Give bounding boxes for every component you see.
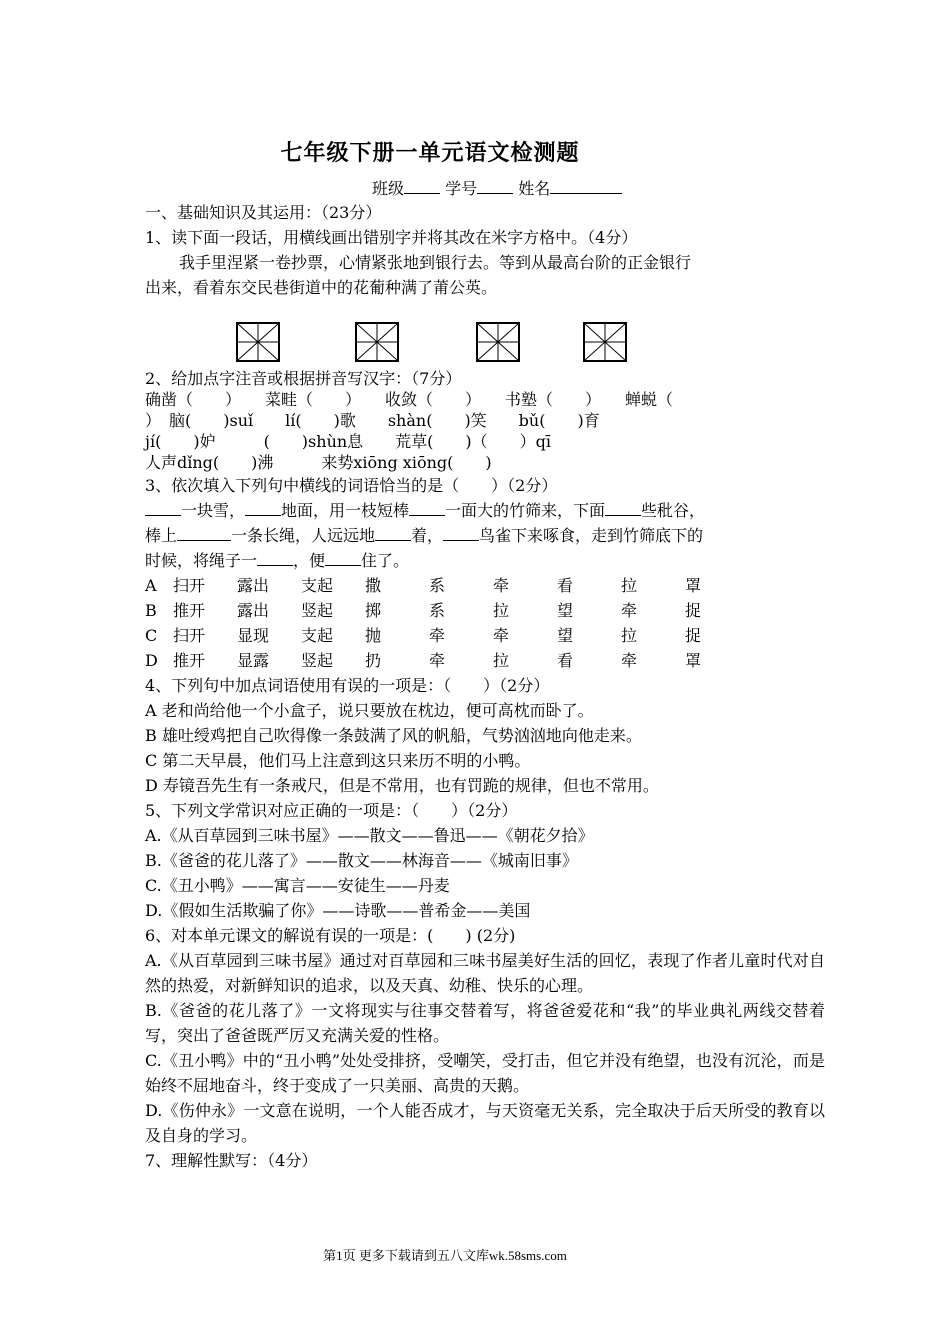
q3-text: 时候，将绳子一 <box>145 551 258 570</box>
option-word: 捉 <box>685 626 702 645</box>
q6-option-d[interactable]: D.《伤仲永》一文意在说明，一个人能否成才，与天资毫无关系，完全取决于后天所受的教育以及自身的学习。 <box>145 1101 825 1145</box>
option-label: A <box>145 576 157 595</box>
q3-text: 着， <box>411 526 444 545</box>
page-title: 七年级下册一单元语文检测题 <box>280 140 580 166</box>
q6-option-b[interactable]: B.《爸爸的花儿落了》一文将现实与往事交替着写，将爸爸爱花和“我”的毕业典礼两线交替着写，突出了爸爸既严厉又充满关爱的性格。 <box>145 1001 825 1045</box>
option-word: 支起 <box>301 626 334 645</box>
q6-option-a[interactable]: A.《从百草园到三味书屋》通过对百草园和三味书屋美好生活的回忆，表现了作者儿童时代对自然的热爱，对新鲜知识的追求，以及天真、幼稚、快乐的心理。 <box>145 951 825 995</box>
student-info <box>372 176 622 199</box>
fill-blank[interactable] <box>257 549 293 566</box>
fill-blank[interactable] <box>325 549 361 566</box>
option-word: 支起 <box>301 576 334 595</box>
q6-option-c[interactable]: C.《丑小鸭》中的“丑小鸭”处处受排挤，受嘲笑，受打击，但它并没有绝望，也没有沉沦，而是始终不屈地奋斗，终于变成了一只美丽、高贵的天鹅。 <box>145 1051 825 1095</box>
q5-option-d[interactable]: D.《假如生活欺骗了你》——诗歌——普希金——美国 <box>145 901 531 920</box>
option-word: 扫开 <box>173 576 206 595</box>
mi-zi-grid-icon[interactable] <box>355 322 399 362</box>
q1-prompt: 1、读下面一段话，用横线画出错别字并将其改在米字方格中。（4分） <box>145 228 638 247</box>
option-word: 拉 <box>621 576 638 595</box>
q3-option-a[interactable] <box>145 573 825 598</box>
q3-text: 棒上 <box>145 526 178 545</box>
option-word: 扔 <box>365 651 382 670</box>
fill-blank[interactable] <box>443 524 479 541</box>
q4-option-c[interactable]: C 第二天早晨，他们马上注意到这只来历不明的小鸭。 <box>145 751 531 770</box>
option-word: 拉 <box>621 626 638 645</box>
fill-blank[interactable] <box>605 499 641 516</box>
q3-text: 一面大的竹筛来，下面 <box>445 501 606 520</box>
option-word: 拉 <box>493 651 510 670</box>
name-blank[interactable] <box>550 177 622 194</box>
q6-prompt: 6、对本单元课文的解说有误的一项是：( ) (2分) <box>145 926 516 945</box>
q5-prompt: 5、下列文学常识对应正确的一项是：（ ）（2分） <box>145 801 518 820</box>
option-word: 显露 <box>237 651 270 670</box>
option-word: 看 <box>557 576 574 595</box>
q3-text: 鸟雀下来啄食，走到竹筛底下的 <box>479 526 704 545</box>
q2-line2: ） 脑( )suǐ lí( )歌 shàn( )笑 bǔ( )育 <box>145 411 600 430</box>
class-label: 班级 <box>372 179 405 198</box>
option-word: 牵 <box>493 576 510 595</box>
option-word: 掷 <box>365 601 382 620</box>
option-word: 抛 <box>365 626 382 645</box>
mi-zi-grid-icon[interactable] <box>583 322 627 362</box>
option-word: 牵 <box>621 601 638 620</box>
fill-blank[interactable] <box>245 499 281 516</box>
option-word: 竖起 <box>301 651 334 670</box>
q3-text: 些秕谷， <box>641 501 706 520</box>
option-word: 扫开 <box>173 626 206 645</box>
option-word: 罩 <box>685 576 702 595</box>
fill-blank[interactable] <box>177 524 231 541</box>
q5-option-a[interactable]: A.《从百草园到三味书屋》——散文——鲁迅——《朝花夕拾》 <box>145 826 594 845</box>
section-heading: 一、基础知识及其运用：（23分） <box>145 203 382 222</box>
option-word: 牵 <box>621 651 638 670</box>
q4-option-d[interactable]: D 寿镜吾先生有一条戒尺，但是不常用，也有罚跪的规律，但也不常用。 <box>145 776 659 795</box>
q3-text: 住了。 <box>361 551 410 570</box>
option-word: 望 <box>557 601 574 620</box>
q1-passage-line1: 我手里涅紧一卷抄票，心情紧张地到银行去。等到从最高台阶的正金银行 <box>179 253 692 272</box>
q4-option-b[interactable]: B 雄吐绶鸡把自己吹得像一条鼓满了风的帆船，气势汹汹地向他走来。 <box>145 726 642 745</box>
fill-blank[interactable] <box>375 524 411 541</box>
option-word: 牵 <box>493 626 510 645</box>
option-word: 牵 <box>429 626 446 645</box>
q3-line3 <box>145 548 825 573</box>
option-word: 显现 <box>237 626 270 645</box>
mi-zi-grid-icon[interactable] <box>236 322 280 362</box>
q4-prompt: 4、下列句中加点词语使用有误的一项是：（ ）（2分） <box>145 676 550 695</box>
option-word: 罩 <box>685 651 702 670</box>
option-word: 露出 <box>237 576 270 595</box>
option-word: 望 <box>557 626 574 645</box>
q2-line1: 确凿（ ） 菜畦（ ） 收敛（ ） 书塾（ ） 蝉蜕（ <box>145 390 674 409</box>
q3-text: 一块雪， <box>181 501 246 520</box>
class-blank[interactable] <box>404 177 440 194</box>
q2-line4: 人声dǐng( )沸 来势xiōng xiōng( ) <box>145 453 492 472</box>
q3-line2 <box>145 523 825 548</box>
option-label: B <box>145 601 157 620</box>
option-word: 看 <box>557 651 574 670</box>
name-label: 姓名 <box>518 179 551 198</box>
q7-prompt: 7、理解性默写：（4分） <box>145 1151 318 1170</box>
number-label: 学号 <box>445 179 478 198</box>
option-word: 推开 <box>173 651 206 670</box>
option-label: D <box>145 651 158 670</box>
q3-line1 <box>145 498 825 523</box>
q3-text: 地面，用一枝短棒 <box>281 501 410 520</box>
exam-content <box>145 200 825 1173</box>
q3-option-d[interactable] <box>145 648 825 673</box>
fill-blank[interactable] <box>409 499 445 516</box>
option-word: 拉 <box>493 601 510 620</box>
q3-text: 一条长绳，人远远地 <box>231 526 376 545</box>
q3-option-b[interactable] <box>145 598 825 623</box>
q3-option-c[interactable] <box>145 623 825 648</box>
fill-blank[interactable] <box>145 499 181 516</box>
q5-option-c[interactable]: C.《丑小鸭》——寓言——安徒生——丹麦 <box>145 876 450 895</box>
option-word: 牵 <box>429 651 446 670</box>
number-blank[interactable] <box>477 177 513 194</box>
q2-prompt: 2、给加点字注音或根据拼音写汉字：（7分） <box>145 369 462 388</box>
option-word: 撒 <box>365 576 382 595</box>
option-word: 系 <box>429 601 446 620</box>
page-footer: 第1页 更多下载请到五八文库wk.58sms.com <box>323 1248 567 1263</box>
option-word: 竖起 <box>301 601 334 620</box>
option-word: 露出 <box>237 601 270 620</box>
option-word: 捉 <box>685 601 702 620</box>
q5-option-b[interactable]: B.《爸爸的花儿落了》——散文——林海音——《城南旧事》 <box>145 851 578 870</box>
q3-text: ，便 <box>293 551 326 570</box>
mi-zi-grid-row <box>145 308 825 368</box>
option-label: C <box>145 626 158 645</box>
q1-passage-line2: 出来，看着东交民巷街道中的花葡种满了莆公英。 <box>145 278 498 297</box>
q3-prompt: 3、依次填入下列句中横线的词语恰当的是（ ）（2分） <box>145 476 558 495</box>
q4-option-a[interactable]: A 老和尚给他一个小盒子，说只要放在枕边，便可高枕而卧了。 <box>145 701 594 720</box>
mi-zi-grid-icon[interactable] <box>476 322 520 362</box>
option-word: 系 <box>429 576 446 595</box>
q2-line3: jí( )妒 ( )shùn息 荒草( )（ ）qī <box>145 432 552 451</box>
option-word: 推开 <box>173 601 206 620</box>
